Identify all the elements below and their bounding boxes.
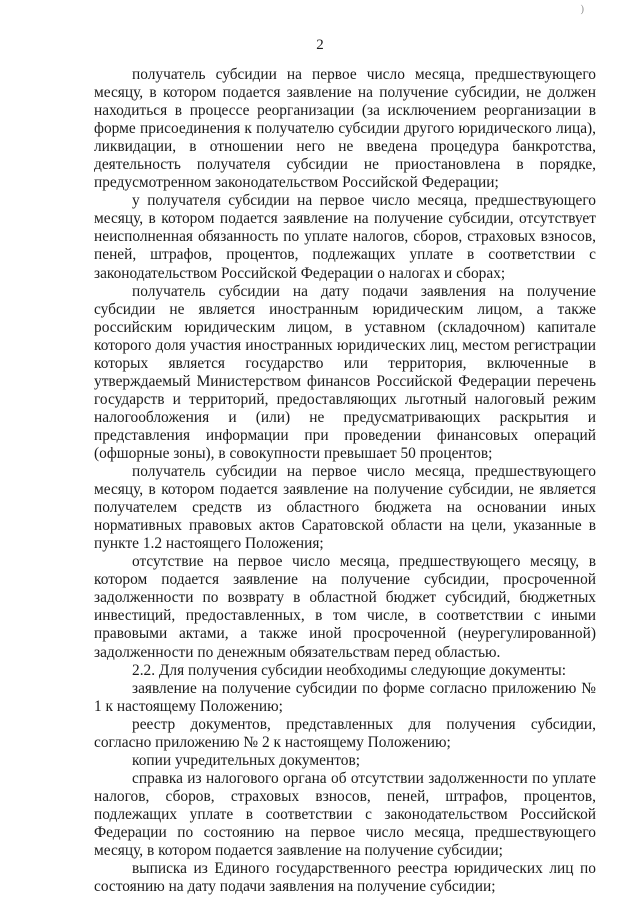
page-number: 2 xyxy=(316,37,324,53)
paragraph: у получателя субсидии на первое число месяца, предшествующего месяцу, в котором подается заявление на получение субсидии, отсутствует неисполненная обязанность по уплате налогов, сборов, страховых взносов, пеней, штрафов, процентов, подлежащих уплате в соответствии с законодательством Российской Федерации о налогах и сборах; xyxy=(94,192,596,282)
paragraph: получатель субсидии на первое число месяца, предшествующего месяцу, в котором подается заявление на получение субсидии, не должен находиться в процессе реорганизации (за исключением реорганизации в форме присоединения к получателю субсидии другого юридического лица), ликвидации, в отношении него не введена процедура банкротства, деятельность получателя субсидии не приостановлена в порядке, предусмотренном законодательством Российской Федерации; xyxy=(94,66,596,192)
list-item: реестр документов, представленных для получения субсидии, согласно приложению № 2 к настоящему Положению; xyxy=(94,715,596,751)
list-item: выписка из Единого государственного реестра юридических лиц по состоянию на дату подачи заявления на получение субсидии; xyxy=(94,860,596,896)
list-item: справка из налогового органа об отсутствии задолженности по уплате налогов, сборов, страховых взносов, пеней, штрафов, процентов, подлежащих уплате в соответствии с законодательством Российской Федерации по состоянию на первое число месяца, предшествующего месяцу, в котором подается заявление на получение субсидии; xyxy=(94,769,596,860)
list-item: копии учредительных документов; xyxy=(132,751,360,769)
document-body xyxy=(94,66,596,896)
paragraph: получатель субсидии на дату подачи заявления на получение субсидии не является иностранным юридическим лицом, а также российским юридическим лицом, в уставном (складочном) капитале которого доля участия иностранных юридических лиц, местом регистрации которых является государство или территория, включенные в утверждаемый Министерством финансов Российской Федерации перечень государств и территорий, предоставляющих льготный налоговый режим налогообложения и (или) не предусматривающих раскрытия и представления информации при проведении финансовых операций (офшорные зоны), в совокупности превышает 50 процентов; xyxy=(94,282,596,462)
list-item: заявление на получение субсидии по форме согласно приложению № 1 к настоящему Положению; xyxy=(94,679,596,715)
section-heading: 2.2. Для получения субсидии необходимы следующие документы: xyxy=(132,661,567,679)
paragraph: получатель субсидии на первое число месяца, предшествующего месяцу, в котором подается заявление на получение субсидии, не является получателем средств из областного бюджета на основании иных нормативных правовых актов Саратовской области на цели, указанные в пункте 1.2 настоящего Положения; xyxy=(94,463,596,553)
corner-mark: ) xyxy=(580,4,584,15)
paragraph: отсутствие на первое число месяца, предшествующего месяцу, в котором подается заявление на получение субсидии, просроченной задолженности по возврату в областной бюджет субсидий, бюджетных инвестиций, предоставленных, в том числе, в соответствии с иными правовыми актами, а также иной просроченной (неурегулированной) задолженности по денежным обязательствам перед областью. xyxy=(94,553,596,661)
